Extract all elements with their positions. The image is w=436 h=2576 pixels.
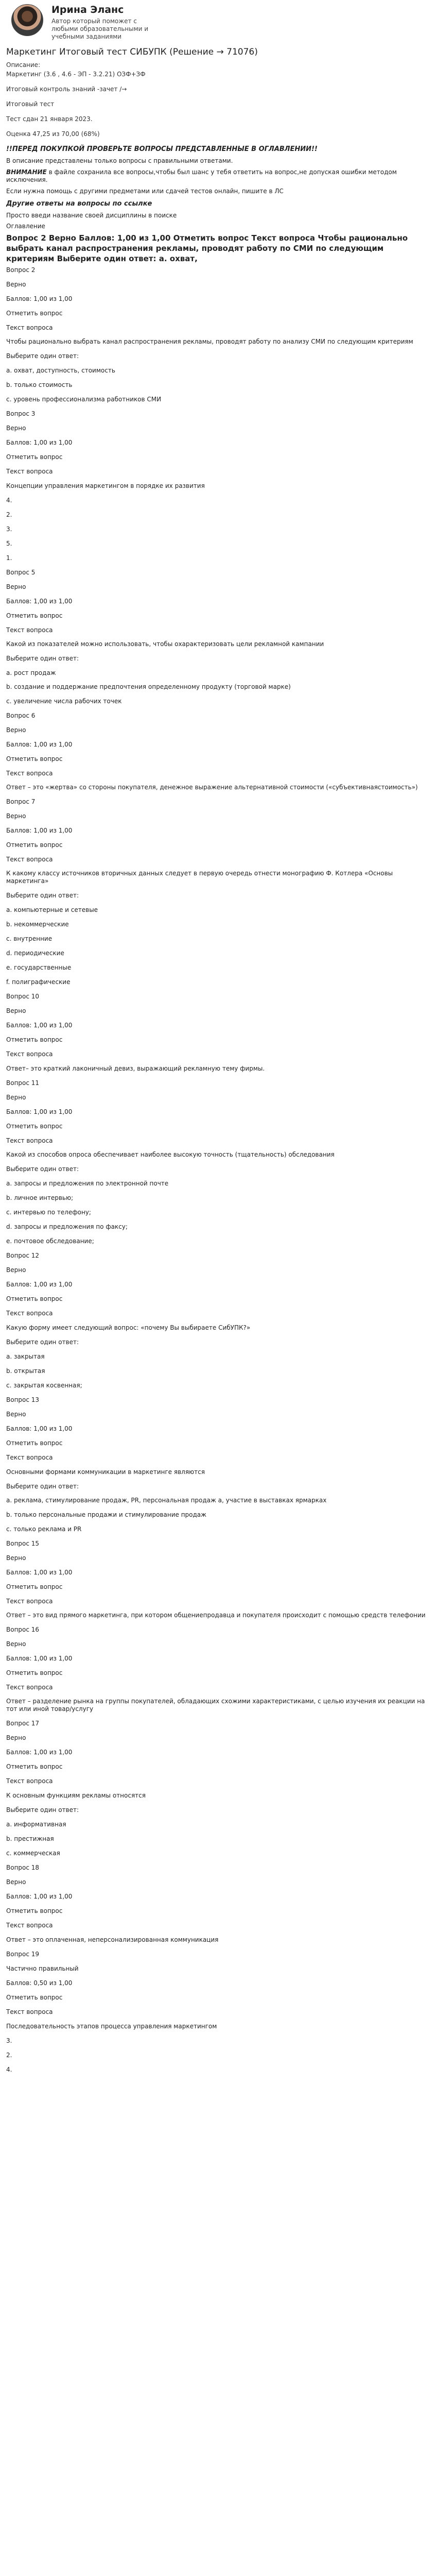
question-line: Верно [6,281,26,288]
question-line: a. закрытая [6,1353,45,1360]
question-line: Выберите один ответ: [6,352,79,360]
question-line: 1. [6,554,12,562]
meta-line: Описание: [6,61,41,69]
question-line: Вопрос 2 [6,266,36,274]
question-line: c. уровень профессионализма работников СМИ [6,396,162,403]
question-line: d. запросы и предложения по факсу; [6,1223,128,1230]
question-line: 5. [6,540,12,547]
question-line: Выберите один ответ: [6,1806,79,1814]
question-line: 3. [6,526,12,533]
author-card [6,0,431,41]
question-line: Вопрос 16 [6,1626,40,1633]
question-line: Баллов: 1,00 из 1,00 [6,1655,73,1662]
question-line: Какой из показателей можно использовать, чтобы охарактеризовать цели рекламной кампании [6,640,324,648]
question-line: Верно [6,1554,26,1562]
question-line: Отметить вопрос [6,1295,63,1302]
question-line: Текст вопроса [6,1922,53,1929]
question-line: b. личное интервью; [6,1194,74,1201]
question-line: Текст вопроса [6,1598,53,1605]
question-line: Текст вопроса [6,626,53,634]
question-line: Текст вопроса [6,1050,53,1058]
question-line: Баллов: 1,00 из 1,00 [6,827,73,834]
question-line: Ответ – это вид прямого маркетинга, при котором общениепродавца и покупателя происходит с помощью средств телефонии [6,1612,426,1619]
question-line: f. полиграфические [6,978,71,986]
question-line: c. закрытая косвенная; [6,1382,82,1389]
question-line: 4. [6,2066,12,2073]
question-line: Баллов: 1,00 из 1,00 [6,295,73,302]
meta-line: Маркетинг (3.6 , 4.6 - ЭП - 3.2.21) ОЗФ+ЗФ [6,71,146,78]
question-line: Вопрос 7 [6,798,36,805]
question-line: b. создание и поддержание предпочтения определенному продукту (торговой марке) [6,683,291,690]
question-line: Верно [6,1007,26,1014]
question-line: a. рост продаж [6,669,56,676]
question-line: Вопрос 10 [6,993,40,1000]
question-line: Выберите один ответ: [6,655,79,662]
question-line: Вопрос 17 [6,1720,40,1727]
question-line: 2. [6,511,12,518]
question-line: Текст вопроса [6,1454,53,1461]
question-line: a. компьютерные и сетевые [6,906,98,913]
question-line: Выберите один ответ: [6,892,79,899]
meta-line: Тест сдан 21 января 2023. [6,115,93,123]
question-line: Ответ – это оплаченная, неперсонализированная коммуникация [6,1936,219,1943]
question-line: Баллов: 1,00 из 1,00 [6,598,73,605]
question-line: Верно [6,1640,26,1648]
question-line: Текст вопроса [6,1777,53,1785]
question-line: Текст вопроса [6,1684,53,1691]
question-line: Отметить вопрос [6,1907,63,1914]
links-heading: Другие ответы на вопросы по ссылке [6,200,152,208]
page-title: Маркетинг Итоговый тест СИБУПК (Решение → 71076) [6,47,258,57]
question-line: 3. [6,2037,12,2044]
question-line: Вопрос 19 [6,1951,40,1958]
question-line: Верно [6,1734,26,1741]
toc-text[interactable]: Вопрос 2 Верно Баллов: 1,00 из 1,00 Отметить вопрос Текст вопроса Чтобы рационально выбрать канал распространения рекламы, проводят работу по СМИ по следующим критериям Выберите один ответ: a. охват, [6,233,408,263]
question-line: К какому классу источников вторичных данных следует в первую очередь отнести монографию Ф. Котлера «Основы маркетинга» [6,870,393,885]
question-line: Чтобы рационально выбрать канал распространения рекламы, проводят работу по анализу СМИ по следующим критериям [6,338,413,345]
question-line: Вопрос 3 [6,410,36,417]
question-line: b. открытая [6,1367,45,1375]
question-line: Баллов: 1,00 из 1,00 [6,1022,73,1029]
question-line: Верно [6,726,26,734]
question-line: Отметить вопрос [6,1763,63,1770]
question-line: c. увеличение числа рабочих точек [6,698,122,705]
question-line: e. почтовое обследование; [6,1238,94,1245]
question-line: Отметить вопрос [6,310,63,317]
question-line: Вопрос 13 [6,1396,40,1403]
toc-label: Оглавление [6,223,45,230]
question-line: Верно [6,425,26,432]
author-description: Автор который поможет с любыми образовательными и учебными заданиями [51,18,149,40]
meta-line: Итоговый контроль знаний -зачет /→ [6,86,127,93]
question-line: Выберите один ответ: [6,1165,79,1173]
question-list [6,266,431,2074]
meta-line: Оценка 47,25 из 70,00 (68%) [6,130,100,138]
question-line: Отметить вопрос [6,1123,63,1130]
question-line: Текст вопроса [6,1137,53,1144]
question-line: Отметить вопрос [6,1994,63,2001]
question-line: c. внутренние [6,935,53,942]
author-name[interactable]: Ирина Эланс [51,4,124,15]
question-line: Баллов: 1,00 из 1,00 [6,439,73,446]
question-line: a. запросы и предложения по электронной почте [6,1180,169,1187]
question-line: Верно [6,583,26,590]
question-line: Текст вопроса [6,1310,53,1317]
question-line: Текст вопроса [6,2008,53,2015]
question-line: Баллов: 1,00 из 1,00 [6,1893,73,1900]
question-line: Отметить вопрос [6,1036,63,1043]
intro-contact-paragraph: Если нужна помощь с другими предметами или сдачей тестов онлайн, пишите в ЛС [6,188,284,195]
question-line: Частично правильный [6,1965,79,1972]
question-line: Баллов: 1,00 из 1,00 [6,1108,73,1115]
question-line: Отметить вопрос [6,755,63,762]
question-line: a. охват, доступность, стоимость [6,367,115,374]
question-line: Вопрос 6 [6,712,36,719]
question-line: Выберите один ответ: [6,1338,79,1346]
question-line: Баллов: 1,00 из 1,00 [6,1749,73,1756]
warning-notice: !!ПЕРЕД ПОКУПКОЙ ПРОВЕРЬТЕ ВОПРОСЫ ПРЕДСТАВЛЕННЫЕ В ОГЛАВЛЕНИИ!! [6,145,318,153]
test-meta [6,61,431,138]
question-line: Верно [6,1094,26,1101]
question-line: Баллов: 0,50 из 1,00 [6,1979,73,1987]
question-line: e. государственные [6,964,72,971]
author-info [51,3,160,41]
question-line: c. коммерческая [6,1850,60,1857]
question-line: Текст вопроса [6,324,53,331]
question-line: a. реклама, стимулирование продаж, PR, персональная продаж а, участие в выставках ярмарках [6,1497,327,1504]
question-line: Ответ– это краткий лаконичный девиз, выражающий рекламную тему фирмы. [6,1065,265,1072]
question-line: Какой из способов опроса обеспечивает наиболее высокую точность (тщательность) обследования [6,1151,335,1158]
question-line: Вопрос 5 [6,569,36,576]
question-line: Верно [6,1878,26,1886]
question-line: 4. [6,497,12,504]
intro-paragraph: В описание представлены только вопросы с правильными ответами. [6,157,233,164]
question-line: Отметить вопрос [6,1669,63,1676]
question-line: Вопрос 18 [6,1864,40,1871]
question-line: a. информативная [6,1821,66,1828]
question-line: b. престижная [6,1835,54,1842]
question-line: Текст вопроса [6,856,53,863]
question-line: Текст вопроса [6,468,53,475]
meta-line: Итоговый тест [6,100,55,108]
question-line: Баллов: 1,00 из 1,00 [6,1569,73,1576]
question-line: c. только реклама и PR [6,1526,82,1533]
attention-text: в файле сохранила все вопросы,чтобы был шанс у тебя ответить на вопрос,не допуская ошибки методом исключения. [6,168,397,183]
question-line: Концепции управления маркетингом в порядке их развития [6,482,205,489]
question-line: Последовательность этапов процесса управления маркетингом [6,2023,217,2030]
question-line: Выберите один ответ: [6,1483,79,1490]
question-line: Текст вопроса [6,770,53,777]
question-line: Отметить вопрос [6,841,63,849]
question-line: Верно [6,1411,26,1418]
question-line: Отметить вопрос [6,453,63,461]
question-line: Ответ – это «жертва» со стороны покупателя, денежное выражение альтернативной стоимости («субъективнаястоимость») [6,784,418,791]
question-line: Баллов: 1,00 из 1,00 [6,1281,73,1288]
question-line: Ответ – разделение рынка на группы покупателей, обладающих схожими характеристиками, с целью изучения их реакции на тот или иной товар/услугу [6,1698,425,1713]
question-line: b. некоммерческие [6,921,69,928]
question-line: Баллов: 1,00 из 1,00 [6,741,73,748]
question-line: Основными формами коммуникации в маркетинге являются [6,1468,205,1476]
intro-attention-paragraph [6,168,431,184]
question-line: Вопрос 15 [6,1540,40,1547]
question-line: 2. [6,2052,12,2059]
question-line: c. интервью по телефону; [6,1209,91,1216]
question-line: Верно [6,1266,26,1274]
question-line: Отметить вопрос [6,1439,63,1447]
links-text: Просто введи название своей дисциплины в поиске [6,212,177,219]
question-line: Баллов: 1,00 из 1,00 [6,1425,73,1432]
question-line: Вопрос 11 [6,1079,40,1087]
question-line: Отметить вопрос [6,1583,63,1590]
attention-label: ВНИМАНИЕ [6,168,47,176]
author-avatar[interactable] [11,4,43,36]
question-line: d. периодические [6,950,64,957]
question-line: Вопрос 12 [6,1252,40,1259]
question-line: b. только персональные продажи и стимулирование продаж [6,1511,206,1518]
question-line: Отметить вопрос [6,612,63,619]
question-line: К основным функциям рекламы относятся [6,1792,146,1799]
question-line: Какую форму имеет следующий вопрос: «почему Вы выбираете СибУПК?» [6,1324,251,1331]
question-line: b. только стоимость [6,381,73,388]
question-line: Верно [6,812,26,820]
